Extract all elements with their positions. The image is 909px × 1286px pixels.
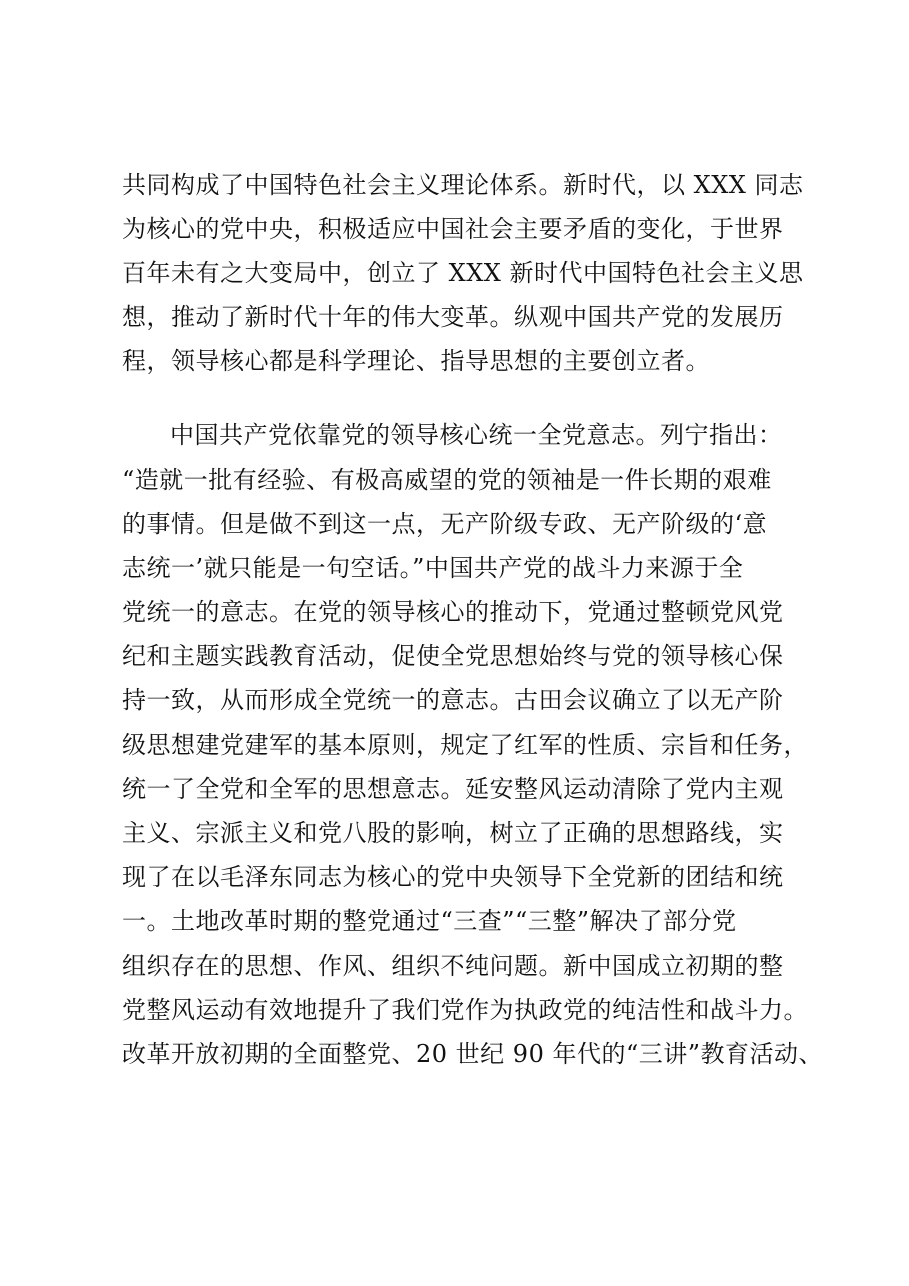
- text-line: 主义、宗派主义和党八股的影响，树立了正确的思想路线，实: [122, 819, 784, 847]
- text-line: 志统一’就只能是一句空话。”中国共产党的战斗力来源于全: [122, 554, 744, 582]
- text-line: 现了在以毛泽东同志为核心的党中央领导下全党新的团结和统: [122, 863, 784, 891]
- text-line: 党整风运动有效地提升了我们党作为执政党的纯洁性和战斗力。: [122, 996, 808, 1024]
- text-line: 持一致，从而形成全党统一的意志。古田会议确立了以无产阶: [122, 686, 784, 714]
- text-line: 党统一的意志。在党的领导核心的推动下，党通过整顿党风党: [122, 598, 784, 626]
- text-line: 级思想建党建军的基本原则，规定了红军的性质、宗旨和任务，: [122, 731, 808, 759]
- text-line: 百年未有之大变局中，创立了 XXX 新时代中国特色社会主义思: [122, 259, 804, 287]
- text-line: 改革开放初期的全面整党、20 世纪 90 年代的“三讲”教育活动、: [122, 1040, 824, 1068]
- text-line: 的事情。但是做不到这一点，无产阶级专政、无产阶级的‘意: [122, 510, 768, 538]
- text-line: 想，推动了新时代十年的伟大变革。纵观中国共产党的发展历: [122, 303, 784, 331]
- text-line: 为核心的党中央，积极适应中国社会主要矛盾的变化，于世界: [122, 215, 784, 243]
- text-line: 一。土地改革时期的整党通过“三查”“三整”解决了部分党: [122, 907, 737, 935]
- text-line: 统一了全党和全军的思想意志。延安整风运动清除了党内主观: [122, 775, 784, 803]
- text-line: “造就一批有经验、有极高威望的党的领袖是一件长期的艰难: [122, 466, 772, 494]
- text-line: 共同构成了中国特色社会主义理论体系。新时代，以 XXX 同志: [122, 171, 804, 199]
- text-line: 中国共产党依靠党的领导核心统一全党意志。列宁指出：: [170, 421, 783, 449]
- text-line: 纪和主题实践教育活动，促使全党思想始终与党的领导核心保: [122, 642, 784, 670]
- text-line: 组织存在的思想、作风、组织不纯问题。新中国成立初期的整: [122, 952, 784, 980]
- text-line: 程，领导核心都是科学理论、指导思想的主要创立者。: [122, 347, 710, 375]
